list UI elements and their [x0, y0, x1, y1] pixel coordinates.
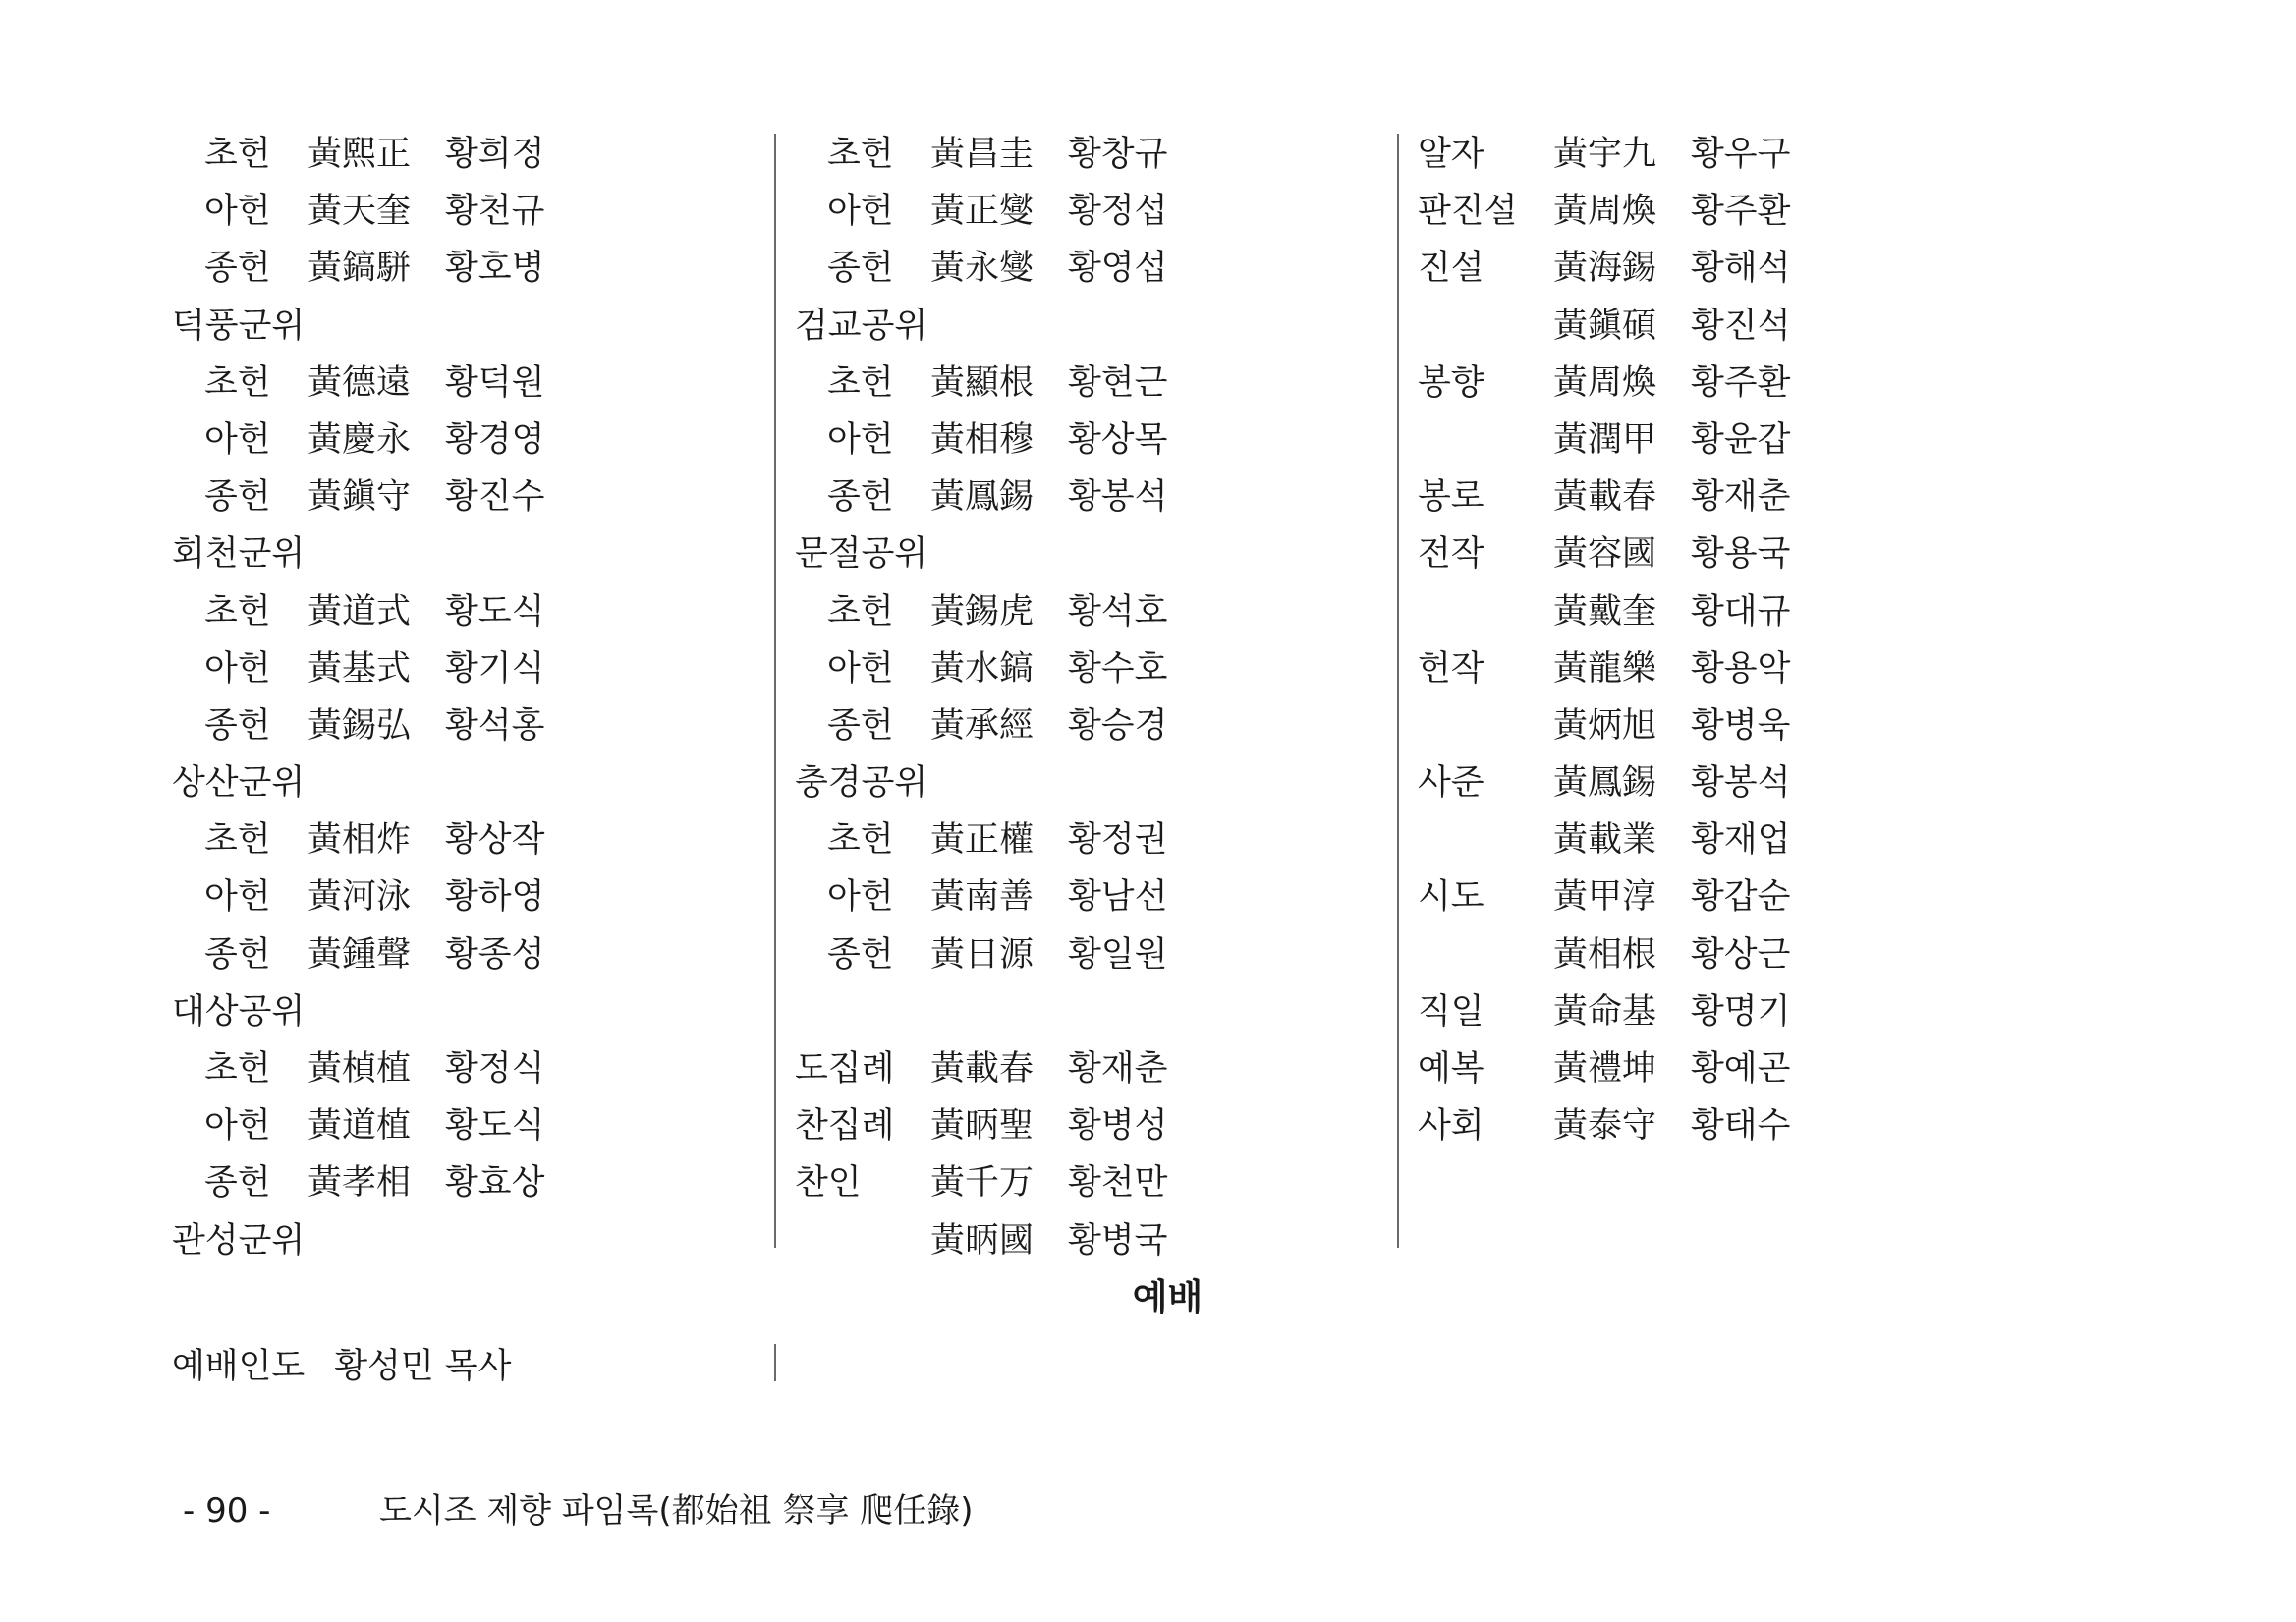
name-hangul: 황갑순 [1691, 877, 1791, 918]
role-label: 종헌 [827, 477, 894, 518]
role-label: 아헌 [827, 192, 894, 232]
name-hanja: 黃潤甲 [1553, 419, 1657, 460]
name-hangul: 황창규 [1068, 135, 1168, 174]
name-hanja: 黃載春 [1553, 477, 1657, 518]
role-label: 사준 [1418, 763, 1484, 804]
column-divider-right [1397, 134, 1399, 1248]
role-label: 판진설 [1418, 192, 1518, 232]
name-hangul: 황병국 [1068, 1220, 1168, 1260]
name-hanja: 黃周煥 [1553, 363, 1657, 403]
name-hangul: 황상작 [445, 820, 545, 861]
name-hanja: 黃容國 [1553, 534, 1657, 575]
name-hangul: 황봉석 [1068, 477, 1168, 518]
worship-leader-label: 예배인도 [172, 1347, 306, 1386]
name-hanja: 黃水鎬 [930, 648, 1035, 689]
name-hangul: 황정섭 [1068, 192, 1168, 232]
name-hangul: 황석홍 [445, 705, 545, 746]
name-hangul: 황효상 [445, 1163, 545, 1203]
role-label: 직일 [1418, 991, 1484, 1032]
name-hangul: 황승경 [1068, 705, 1168, 746]
name-hanja: 黃相穆 [930, 419, 1035, 460]
name-hanja: 黃鎭碩 [1553, 306, 1657, 346]
name-hangul: 황태수 [1691, 1106, 1791, 1147]
column-divider-left [774, 134, 776, 1248]
role-label: 헌작 [1418, 648, 1484, 689]
role-label: 아헌 [827, 648, 894, 689]
name-hanja: 黃鍾聲 [308, 934, 412, 975]
worship-divider [774, 1344, 776, 1381]
section-title: 관성군위 [172, 1220, 306, 1260]
name-hanja: 黃千万 [930, 1163, 1035, 1203]
role-label: 종헌 [204, 249, 271, 289]
name-hanja: 黃鎬駢 [308, 249, 412, 289]
name-hanja: 黃鳳錫 [1553, 763, 1657, 804]
name-hangul: 황덕원 [445, 363, 545, 403]
name-hanja: 黃日源 [930, 934, 1035, 975]
name-hanja: 黃載春 [930, 1049, 1035, 1089]
worship-leader-name: 황성민 목사 [334, 1347, 512, 1386]
section-title: 상산군위 [172, 763, 306, 804]
name-hanja: 黃泰守 [1553, 1106, 1657, 1147]
name-hanja: 黃周煥 [1553, 192, 1657, 232]
name-hangul: 황주환 [1691, 363, 1791, 403]
name-hanja: 黃昞國 [930, 1220, 1035, 1260]
worship-leader-line [172, 1341, 540, 1392]
name-hangul: 황정권 [1068, 820, 1168, 861]
name-hanja: 黃天奎 [308, 192, 412, 232]
section-title: 대상공위 [172, 991, 306, 1032]
role-label: 초헌 [827, 135, 894, 174]
role-label: 시도 [1418, 877, 1484, 918]
name-hanja: 黃宇九 [1553, 135, 1657, 174]
role-label: 아헌 [204, 1106, 271, 1147]
name-hangul: 황수호 [1068, 648, 1168, 689]
name-hanja: 黃道植 [308, 1106, 412, 1147]
name-hanja: 黃昌圭 [930, 135, 1035, 174]
name-hanja: 黃永燮 [930, 249, 1035, 289]
name-hangul: 황예곤 [1691, 1049, 1791, 1089]
role-label: 종헌 [827, 934, 894, 975]
role-label: 초헌 [827, 363, 894, 403]
name-hangul: 황대규 [1691, 591, 1791, 632]
role-label: 도집례 [795, 1049, 895, 1089]
name-hangul: 황용악 [1691, 648, 1791, 689]
role-label: 아헌 [827, 877, 894, 918]
name-hanja: 黃命基 [1553, 991, 1657, 1032]
name-hanja: 黃戴奎 [1553, 591, 1657, 632]
name-hangul: 황정식 [445, 1049, 545, 1089]
role-label: 초헌 [827, 820, 894, 861]
name-hangul: 황도식 [445, 591, 545, 632]
name-hanja: 黃顯根 [930, 363, 1035, 403]
name-hangul: 황재춘 [1068, 1049, 1168, 1089]
role-label: 봉로 [1418, 477, 1484, 518]
name-hangul: 황호병 [445, 249, 545, 289]
name-hangul: 황기식 [445, 648, 545, 689]
name-hangul: 황하영 [445, 877, 545, 918]
role-label: 찬집례 [795, 1106, 895, 1147]
name-hangul: 황봉석 [1691, 763, 1791, 804]
role-label: 종헌 [204, 1163, 271, 1203]
role-label: 찬인 [795, 1163, 862, 1203]
name-hanja: 黃昞聖 [930, 1106, 1035, 1147]
name-hangul: 황윤갑 [1691, 419, 1791, 460]
name-hangul: 황우구 [1691, 135, 1791, 174]
role-label: 초헌 [204, 1049, 271, 1089]
role-label: 아헌 [827, 419, 894, 460]
role-label: 아헌 [204, 877, 271, 918]
name-hangul: 황천규 [445, 192, 545, 232]
name-hangul: 황도식 [445, 1106, 545, 1147]
name-hanja: 黃載業 [1553, 820, 1657, 861]
name-hanja: 黃相根 [1553, 934, 1657, 975]
name-hanja: 黃道式 [308, 591, 412, 632]
section-title: 회천군위 [172, 534, 306, 575]
name-hangul: 황상목 [1068, 419, 1168, 460]
name-hangul: 황해석 [1691, 249, 1791, 289]
section-title: 덕풍군위 [172, 306, 306, 346]
role-label: 사회 [1418, 1106, 1484, 1147]
role-label: 초헌 [204, 820, 271, 861]
name-hangul: 황일원 [1068, 934, 1168, 975]
name-hanja: 黃炳旭 [1553, 705, 1657, 746]
name-hanja: 黃承經 [930, 705, 1035, 746]
role-label: 진설 [1418, 249, 1484, 289]
name-hangul: 황현근 [1068, 363, 1168, 403]
name-hanja: 黃海錫 [1553, 249, 1657, 289]
name-hanja: 黃孝相 [308, 1163, 412, 1203]
worship-heading: 예배 [1132, 1275, 1204, 1318]
name-hanja: 黃基式 [308, 648, 412, 689]
role-label: 종헌 [204, 934, 271, 975]
name-hanja: 黃錫虎 [930, 591, 1035, 632]
role-label: 예복 [1418, 1049, 1484, 1089]
name-hanja: 黃慶永 [308, 419, 412, 460]
name-hangul: 황경영 [445, 419, 545, 460]
name-hanja: 黃德遠 [308, 363, 412, 403]
role-label: 초헌 [204, 135, 271, 174]
role-label: 종헌 [204, 705, 271, 746]
role-label: 종헌 [827, 249, 894, 289]
name-hanja: 黃鎭守 [308, 477, 412, 518]
name-hangul: 황주환 [1691, 192, 1791, 232]
name-hangul: 황병성 [1068, 1106, 1168, 1147]
name-hanja: 黃鳳錫 [930, 477, 1035, 518]
name-hangul: 황진수 [445, 477, 545, 518]
book-title: 도시조 제향 파임록(都始祖 祭享 爬任錄) [379, 1491, 974, 1531]
name-hanja: 黃甲淳 [1553, 877, 1657, 918]
name-hanja: 黃龍樂 [1553, 648, 1657, 689]
role-label: 초헌 [204, 363, 271, 403]
name-hanja: 黃正權 [930, 820, 1035, 861]
name-hangul: 황병욱 [1691, 705, 1791, 746]
role-label: 초헌 [827, 591, 894, 632]
name-hangul: 황천만 [1068, 1163, 1168, 1203]
page-footer [183, 1485, 974, 1537]
role-label: 봉향 [1418, 363, 1484, 403]
section-title: 문절공위 [795, 534, 928, 575]
role-label: 종헌 [204, 477, 271, 518]
name-hangul: 황명기 [1691, 991, 1791, 1032]
name-hanja: 黃熙正 [308, 135, 412, 174]
name-hangul: 황상근 [1691, 934, 1791, 975]
name-hanja: 黃相炸 [308, 820, 412, 861]
name-hangul: 황희정 [445, 135, 545, 174]
role-label: 종헌 [827, 705, 894, 746]
name-hanja: 黃錫弘 [308, 705, 412, 746]
name-hanja: 黃南善 [930, 877, 1035, 918]
name-hangul: 황진석 [1691, 306, 1791, 346]
role-label: 전작 [1418, 534, 1484, 575]
role-label: 알자 [1418, 135, 1484, 174]
section-title: 충경공위 [795, 763, 928, 804]
name-hangul: 황재춘 [1691, 477, 1791, 518]
name-hangul: 황석호 [1068, 591, 1168, 632]
role-label: 아헌 [204, 419, 271, 460]
role-label: 아헌 [204, 648, 271, 689]
role-label: 아헌 [204, 192, 271, 232]
name-hangul: 황용국 [1691, 534, 1791, 575]
name-hanja: 黃禮坤 [1553, 1049, 1657, 1089]
name-hanja: 黃正燮 [930, 192, 1035, 232]
name-hangul: 황종성 [445, 934, 545, 975]
page-number: - 90 - [183, 1491, 271, 1531]
name-hanja: 黃河泳 [308, 877, 412, 918]
section-title: 검교공위 [795, 306, 928, 346]
name-hangul: 황영섭 [1068, 249, 1168, 289]
name-hanja: 黃楨植 [308, 1049, 412, 1089]
name-hangul: 황남선 [1068, 877, 1168, 918]
role-label: 초헌 [204, 591, 271, 632]
name-hangul: 황재업 [1691, 820, 1791, 861]
